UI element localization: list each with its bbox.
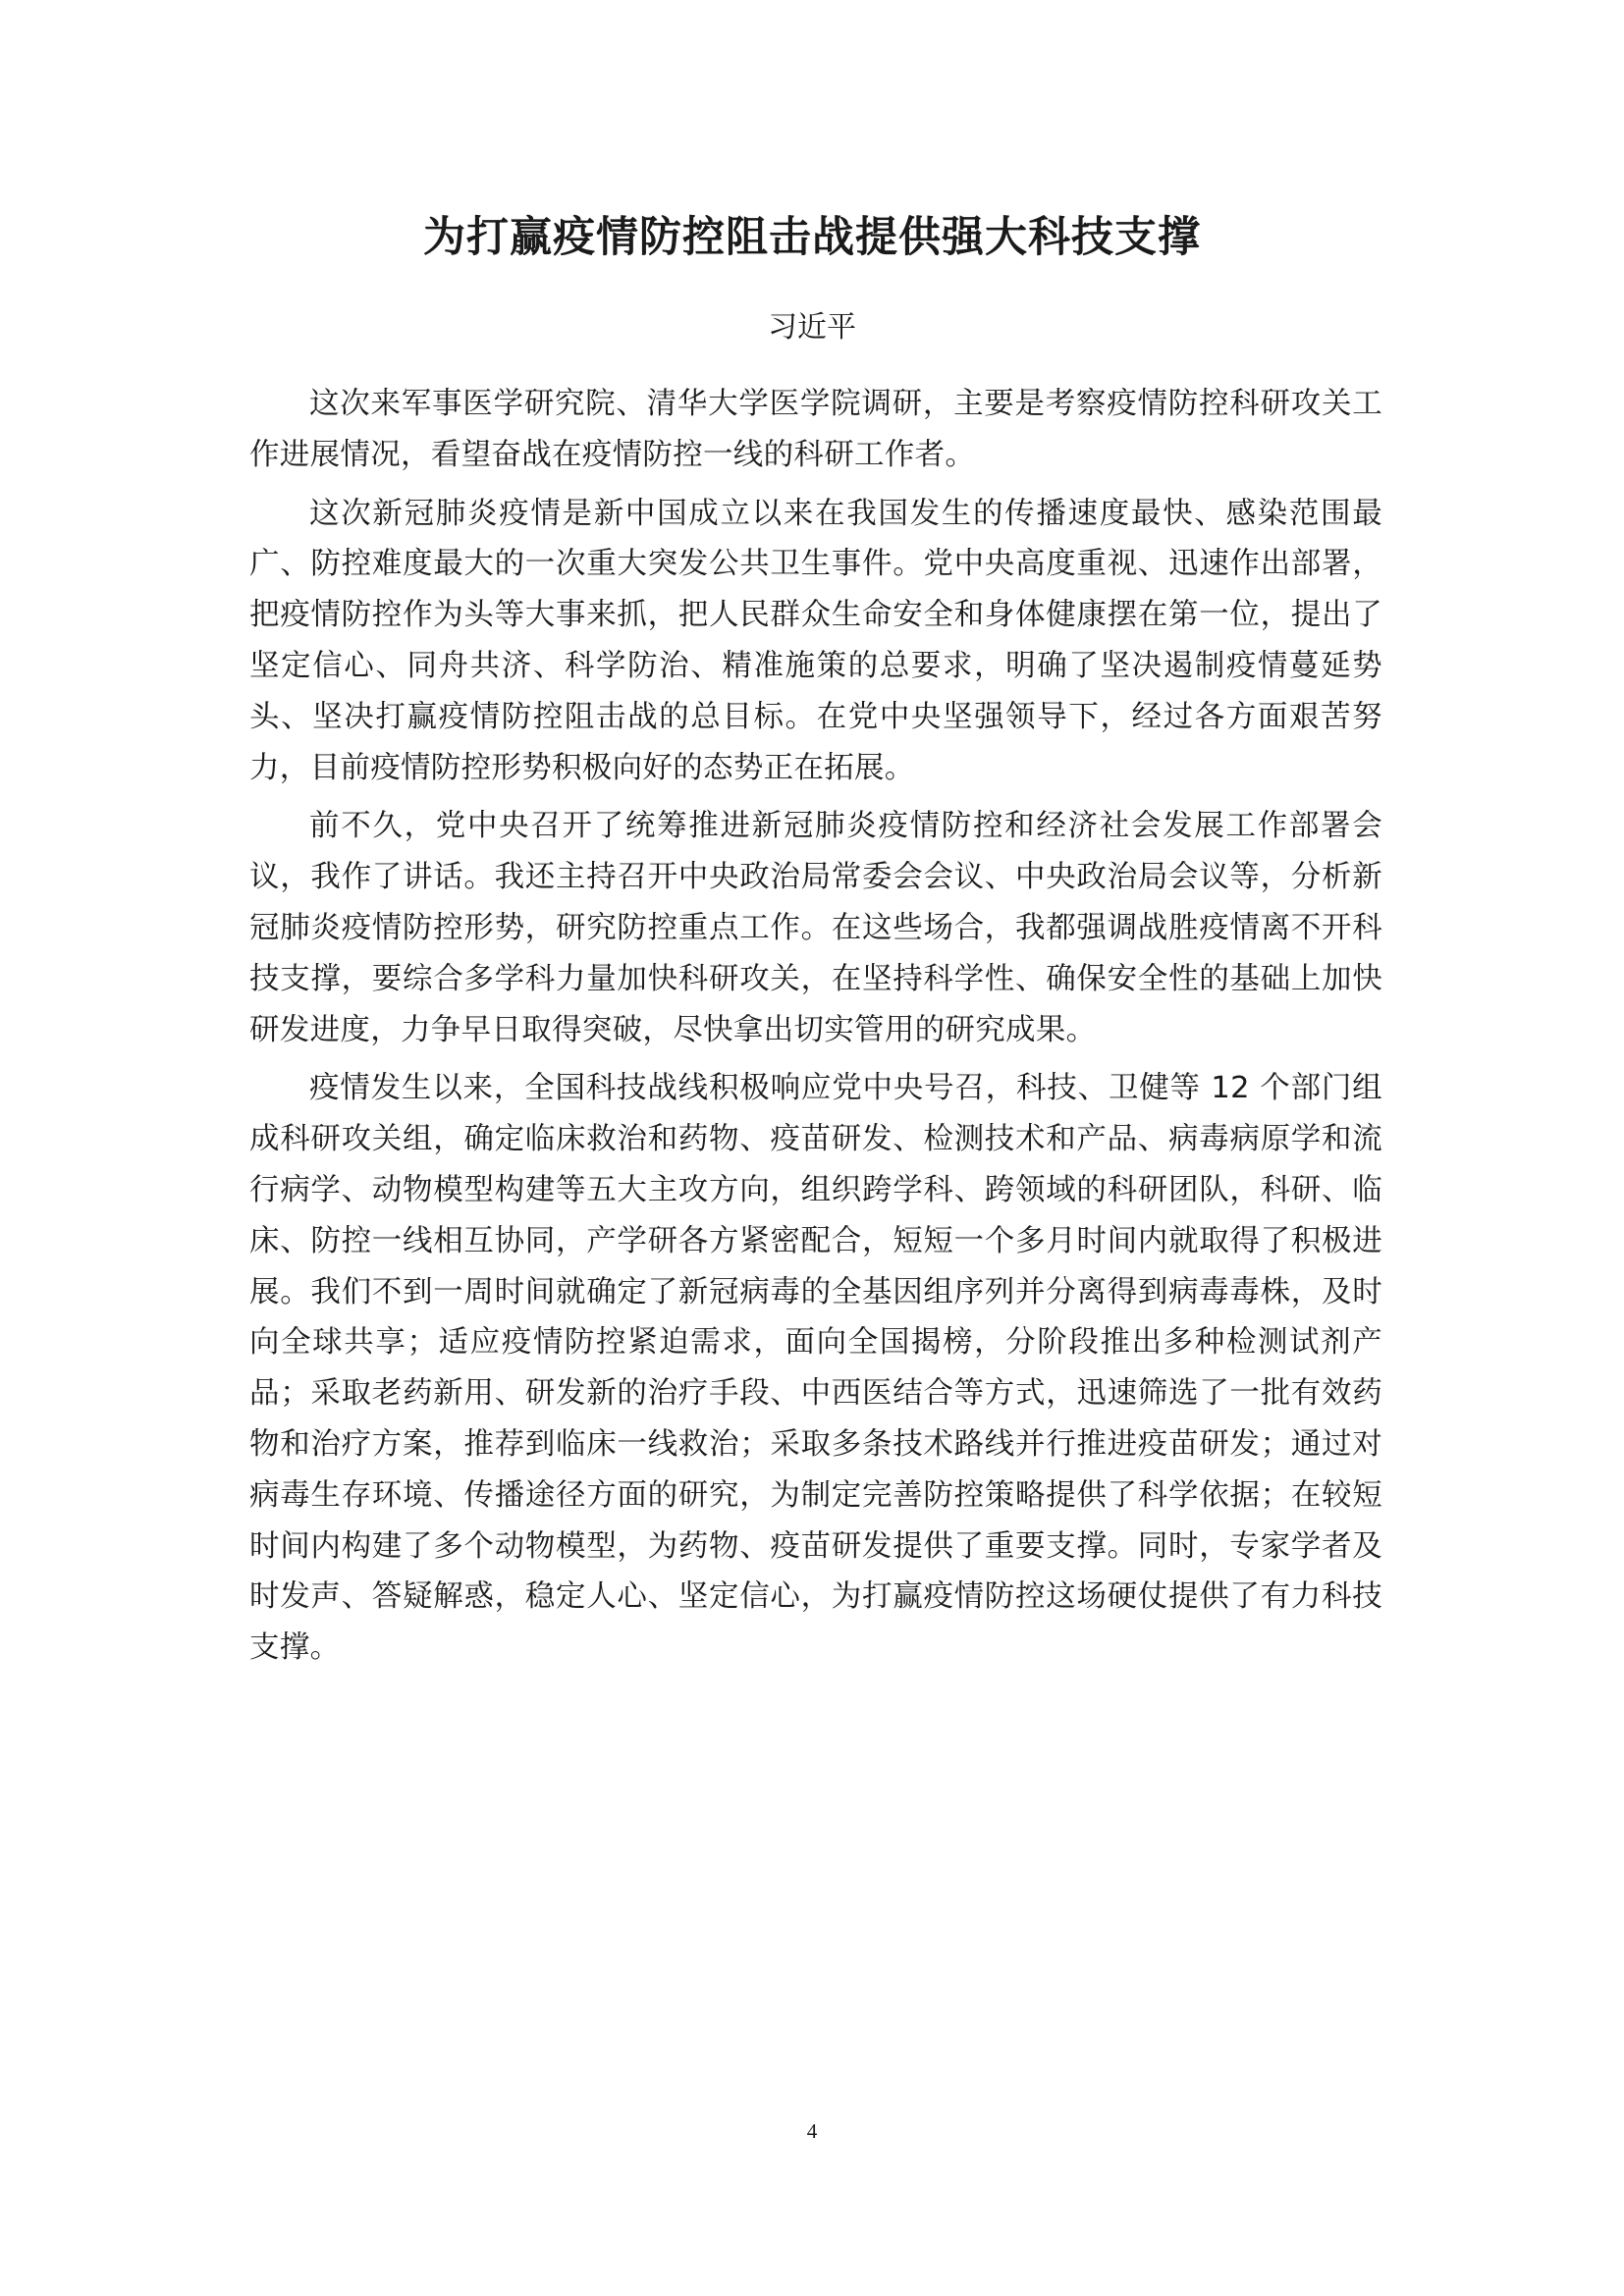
document-author: 习近平 bbox=[768, 310, 856, 345]
paragraph-1: 这次来军事医学研究院、清华大学医学院调研，主要是考察疫情防控科研攻关工作进展情况，看望奋战在疫情防控一线的科研工作者。 bbox=[249, 387, 1382, 472]
paragraph-2: 这次新冠肺炎疫情是新中国成立以来在我国发生的传播速度最快、感染范围最广、防控难度最大的一次重大突发公共卫生事件。党中央高度重视、迅速作出部署，把疫情防控作为头等大事来抓，把人民群众生命安全和身体健康摆在第一位，提出了坚定信心、同舟共济、科学防治、精准施策的总要求，明确了坚决遏制疫情蔓延势头、坚决打赢疫情防控阻击战的总目标。在党中央坚强领导下，经过各方面艰苦努力，目前疫情防控形势积极向好的态势正在拓展。 bbox=[249, 496, 1382, 785]
paragraph-3: 前不久，党中央召开了统筹推进新冠肺炎疫情防控和经济社会发展工作部署会议，我作了讲话。我还主持召开中央政治局常委会会议、中央政治局会议等，分析新冠肺炎疫情防控形势，研究防控重点工作。在这些场合，我都强调战胜疫情离不开科技支撑，要综合多学科力量加快科研攻关，在坚持科学性、确保安全性的基础上加快研发进度，力争早日取得突破，尽快拿出切实管用的研究成果。 bbox=[249, 809, 1382, 1047]
document-body bbox=[249, 379, 1382, 1674]
page-number: 4 bbox=[806, 2119, 818, 2143]
document-title: 为打赢疫情防控阻击战提供强大科技支撑 bbox=[423, 213, 1201, 262]
paragraph-4: 疫情发生以来，全国科技战线积极响应党中央号召，科技、卫健等 12 个部门组成科研攻关组，确定临床救治和药物、疫苗研发、检测技术和产品、病毒病原学和流行病学、动物模型构建等五大主攻方向，组织跨学科、跨领域的科研团队，科研、临床、防控一线相互协同，产学研各方紧密配合，短短一个多月时间内就取得了积极进展。我们不到一周时间就确定了新冠病毒的全基因组序列并分离得到病毒毒株，及时向全球共享；适应疫情防控紧迫需求，面向全国揭榜，分阶段推出多种检测试剂产品；采取老药新用、研发新的治疗手段、中西医结合等方式，迅速筛选了一批有效药物和治疗方案，推荐到临床一线救治；采取多条技术路线并行推进疫苗研发；通过对病毒生存环境、传播途径方面的研究，为制定完善防控策略提供了科学依据；在较短时间内构建了多个动物模型，为药物、疫苗研发提供了重要支撑。同时，专家学者及时发声、答疑解惑，稳定人心、坚定信心，为打赢疫情防控这场硬仗提供了有力科技支撑。 bbox=[249, 1071, 1382, 1666]
